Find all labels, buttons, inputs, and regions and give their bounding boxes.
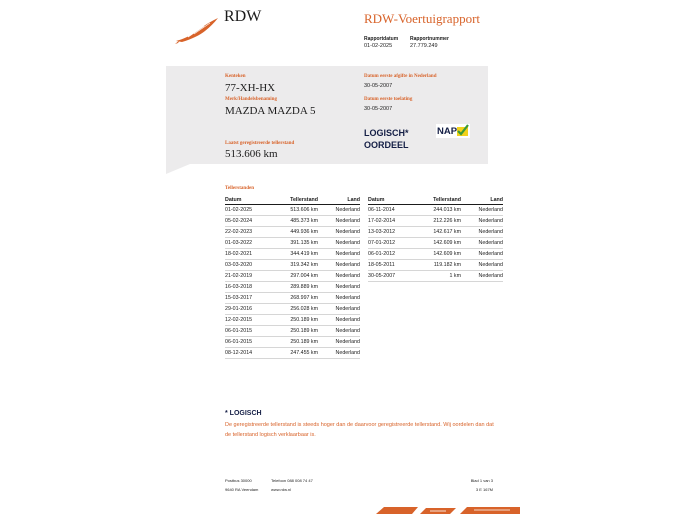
reading-odometer: 142.617 km <box>417 227 461 238</box>
table-row <box>225 315 360 326</box>
table-row <box>225 260 360 271</box>
reading-date: 22-02-2023 <box>225 227 274 238</box>
table-header-row <box>225 195 360 205</box>
footer-postbox: Postbus 30000 <box>225 478 252 483</box>
column-header-country: Land <box>318 195 360 205</box>
plate-label: Kenteken <box>225 74 246 79</box>
verdict-line1: LOGISCH* <box>364 128 409 138</box>
footnote-text: De geregistreerde tellerstand is steeds hoger dan de daarvoor geregistreerde tellerstand. Wij oordelen dan dat de tellerstand logisch verklaarbaar is. <box>225 422 494 438</box>
reading-odometer: 119.182 km <box>417 260 461 271</box>
table-row <box>225 304 360 315</box>
reading-date: 06-01-2012 <box>368 249 417 260</box>
reading-date: 18-02-2021 <box>225 249 274 260</box>
reading-date: 17-02-2014 <box>368 216 417 227</box>
reading-country: Nederland <box>461 260 503 271</box>
bottom-decoration <box>370 505 520 514</box>
column-header-country: Land <box>461 195 503 205</box>
vehicle-summary-panel <box>166 66 488 164</box>
nap-logo-icon <box>436 124 470 138</box>
brand-name: RDW <box>224 8 262 25</box>
footer-website: www.rdw.nl <box>271 487 292 492</box>
reading-country: Nederland <box>318 260 360 271</box>
make-value: MAZDA MAZDA 5 <box>225 105 316 117</box>
reading-country: Nederland <box>318 249 360 260</box>
reading-odometer: 247.455 km <box>274 348 318 359</box>
table-row <box>368 271 503 282</box>
reading-date: 01-02-2025 <box>225 205 274 216</box>
reading-date: 08-12-2014 <box>225 348 274 359</box>
reading-date: 13-03-2012 <box>368 227 417 238</box>
footnote-title: * LOGISCH <box>225 410 262 417</box>
reading-odometer: 297.004 km <box>274 271 318 282</box>
table-row <box>225 271 360 282</box>
reading-date: 05-02-2024 <box>225 216 274 227</box>
reading-date: 29-01-2016 <box>225 304 274 315</box>
reading-date: 03-03-2020 <box>225 260 274 271</box>
table-row <box>225 238 360 249</box>
reading-country: Nederland <box>461 227 503 238</box>
report-number: 27.779.249 <box>410 43 438 49</box>
reading-country: Nederland <box>318 238 360 249</box>
footer-phone: Telefoon 088 008 74 47 <box>271 478 313 483</box>
table-header-row <box>368 195 503 205</box>
reading-date: 15-03-2017 <box>225 293 274 304</box>
table-row <box>368 249 503 260</box>
reading-country: Nederland <box>318 326 360 337</box>
reading-country: Nederland <box>318 205 360 216</box>
reading-odometer: 289.889 km <box>274 282 318 293</box>
report-title: RDW-Voertuigrapport <box>364 11 481 26</box>
table-row <box>368 227 503 238</box>
reading-country: Nederland <box>461 238 503 249</box>
verdict <box>364 127 409 151</box>
table-row <box>225 337 360 348</box>
reading-country: Nederland <box>461 216 503 227</box>
table-row <box>225 348 360 359</box>
table-row <box>225 249 360 260</box>
table-row <box>225 216 360 227</box>
reading-country: Nederland <box>318 293 360 304</box>
table-row <box>368 205 503 216</box>
reading-country: Nederland <box>318 315 360 326</box>
last-odometer-value: 513.606 km <box>225 148 278 160</box>
reading-country: Nederland <box>318 216 360 227</box>
footer-code: 3 E 167M <box>475 487 493 492</box>
first-nl-date: 30-05-2007 <box>364 83 393 89</box>
reading-country: Nederland <box>461 205 503 216</box>
readings-table-right <box>368 195 503 282</box>
reading-date: 18-05-2011 <box>368 260 417 271</box>
table-row <box>225 205 360 216</box>
last-odometer-label: Laatst geregistreerde tellerstand <box>225 141 295 146</box>
reading-odometer: 142.609 km <box>417 238 461 249</box>
reading-date: 06-01-2015 <box>225 337 274 348</box>
table-row <box>225 282 360 293</box>
reading-odometer: 142.609 km <box>417 249 461 260</box>
table-row <box>225 326 360 337</box>
reading-country: Nederland <box>461 249 503 260</box>
reading-odometer: 449.936 km <box>274 227 318 238</box>
reading-odometer: 256.028 km <box>274 304 318 315</box>
reading-date: 07-01-2012 <box>368 238 417 249</box>
verdict-line2: OORDEEL <box>364 140 409 150</box>
column-header-date: Datum <box>368 195 417 205</box>
reading-odometer: 250.189 km <box>274 337 318 348</box>
nap-text: NAP <box>437 126 458 137</box>
reading-date: 30-05-2007 <box>368 271 417 282</box>
readings-table-left <box>225 195 360 359</box>
reading-country: Nederland <box>318 282 360 293</box>
report-number-label: Rapportnummer <box>410 36 449 42</box>
table-row <box>368 238 503 249</box>
reading-date: 12-02-2015 <box>225 315 274 326</box>
reading-odometer: 513.606 km <box>274 205 318 216</box>
reading-odometer: 250.189 km <box>274 326 318 337</box>
reading-date: 06-01-2015 <box>225 326 274 337</box>
reading-country: Nederland <box>318 304 360 315</box>
panel-corner <box>166 164 190 174</box>
reading-odometer: 1 km <box>417 271 461 282</box>
column-header-date: Datum <box>225 195 274 205</box>
reading-country: Nederland <box>318 337 360 348</box>
plate-value: 77-XH-HX <box>225 82 276 94</box>
reading-country: Nederland <box>318 271 360 282</box>
reading-date: 01-03-2022 <box>225 238 274 249</box>
column-header-odometer: Tellerstand <box>274 195 318 205</box>
footer-page: Blad 1 van 3 <box>470 478 493 483</box>
first-admission-date: 30-05-2007 <box>364 106 393 112</box>
report-date: 01-02-2025 <box>364 43 393 49</box>
first-admission-label: Datum eerste toelating <box>364 97 413 102</box>
reading-country: Nederland <box>318 348 360 359</box>
reading-country: Nederland <box>318 227 360 238</box>
reading-date: 16-03-2018 <box>225 282 274 293</box>
first-nl-label: Datum eerste afgifte in Nederland <box>364 74 437 79</box>
make-label: Merk/Handelsbenaming <box>225 97 277 102</box>
column-header-odometer: Tellerstand <box>417 195 461 205</box>
footer-city: 9640 RA Veendam <box>225 487 259 492</box>
reading-date: 21-02-2019 <box>225 271 274 282</box>
report-date-label: Rapportdatum <box>364 36 399 42</box>
reading-odometer: 250.189 km <box>274 315 318 326</box>
reading-odometer: 244.013 km <box>417 205 461 216</box>
reading-odometer: 268.997 km <box>274 293 318 304</box>
table-row <box>225 227 360 238</box>
reading-odometer: 485.373 km <box>274 216 318 227</box>
reading-odometer: 344.419 km <box>274 249 318 260</box>
reading-odometer: 319.342 km <box>274 260 318 271</box>
readings-title: Tellerstanden <box>225 186 254 191</box>
table-row <box>225 293 360 304</box>
rdw-feather-logo <box>174 15 220 45</box>
reading-date: 06-11-2014 <box>368 205 417 216</box>
reading-odometer: 391.135 km <box>274 238 318 249</box>
table-row <box>368 216 503 227</box>
reading-odometer: 212.226 km <box>417 216 461 227</box>
reading-country: Nederland <box>461 271 503 282</box>
table-row <box>368 260 503 271</box>
